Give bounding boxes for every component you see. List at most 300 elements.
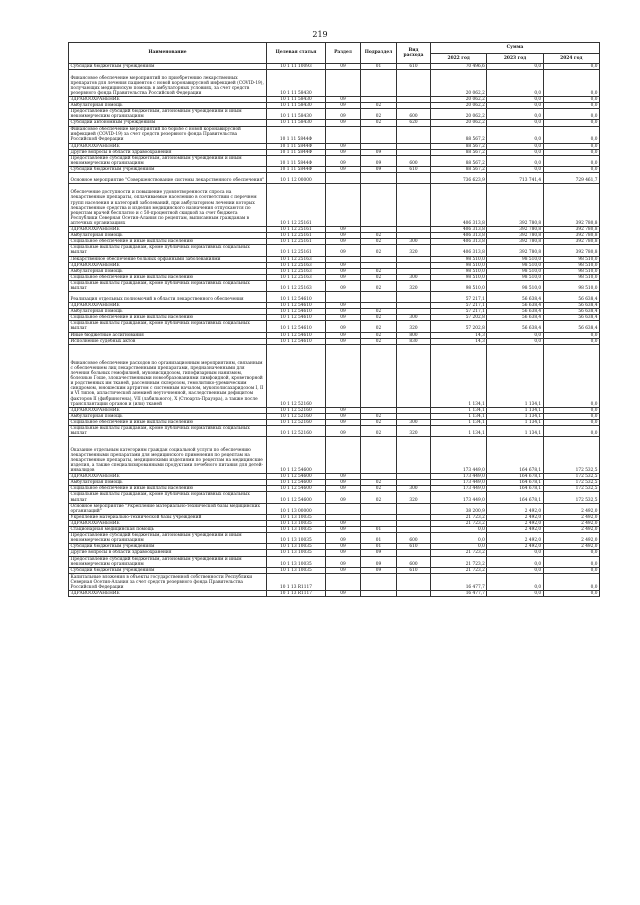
- row-2024-cell: 0,0: [543, 426, 599, 437]
- row-2023-cell: 164 678,1: [487, 486, 543, 492]
- row-2023-cell: 2 492,0: [487, 514, 543, 520]
- row-name-cell: Амбулаторная помощь: [69, 480, 267, 486]
- table-row: [69, 109, 600, 120]
- row-kind-cell: 320: [397, 321, 431, 332]
- row-subsection-cell: 02: [361, 268, 397, 274]
- row-2023-cell: 56 638,4: [487, 309, 543, 315]
- row-2024-cell: 0,0: [543, 149, 599, 155]
- row-2023-cell: 2 492,0: [487, 544, 543, 550]
- row-2022-cell: 736 623,9: [431, 173, 487, 184]
- row-code-cell: 10 1 13 10035: [267, 567, 326, 573]
- row-kind-cell: 300: [397, 239, 431, 245]
- table-row: [69, 155, 600, 166]
- row-section-cell: 09: [326, 567, 361, 573]
- row-2023-cell: 164 678,1: [487, 480, 543, 486]
- row-code-cell: 10 1 12 25161: [267, 239, 326, 245]
- row-2023-cell: 2 492,0: [487, 533, 543, 544]
- col-sum-header: Сумма: [431, 43, 600, 54]
- row-name-cell: Основное мероприятие "Совершенствование системы лекарственного обеспечения": [69, 173, 267, 184]
- row-subsection-cell: 02: [361, 309, 397, 315]
- row-section-cell: 09: [326, 109, 361, 120]
- row-name-cell: Социальное обеспечение и иные выплаты населению: [69, 274, 267, 280]
- row-section-cell: 09: [326, 407, 361, 413]
- row-section-cell: 09: [326, 233, 361, 239]
- row-name-cell: Стационарная медицинская помощь: [69, 527, 267, 533]
- table-row: [69, 280, 600, 291]
- row-name-cell: ЗДРАВООХРАНЕНИЕ: [69, 590, 267, 596]
- row-name-cell: Социальные выплаты гражданам, кроме публичных нормативных социальных выплат: [69, 426, 267, 437]
- row-2022-cell: 57 217,1: [431, 309, 487, 315]
- row-section-cell: 09: [326, 533, 361, 544]
- row-2022-cell: 173 449,0: [431, 486, 487, 492]
- row-section-cell: 09: [326, 245, 361, 256]
- row-subsection-cell: 02: [361, 315, 397, 321]
- row-name-cell: Другие вопросы в области здравоохранения: [69, 149, 267, 155]
- row-kind-cell: [397, 437, 431, 474]
- row-name-cell: Предоставление субсидий бюджетным, автономным учреждениям и иным некоммерческим организациям: [69, 533, 267, 544]
- budget-table: [68, 42, 600, 597]
- row-kind-cell: 320: [397, 245, 431, 256]
- row-2022-cell: 20 062,2: [431, 70, 487, 97]
- row-section-cell: 09: [326, 97, 361, 103]
- row-2024-cell: 0,0: [543, 550, 599, 556]
- row-kind-cell: [397, 173, 431, 184]
- row-subsection-cell: 01: [361, 527, 397, 533]
- col-2023-header: 2023 год: [487, 54, 543, 64]
- row-2024-cell: 392 780,8: [543, 239, 599, 245]
- row-code-cell: 10 1 12 54610: [267, 338, 326, 344]
- row-2022-cell: 406 313,8: [431, 227, 487, 233]
- row-2022-cell: 1 134,1: [431, 407, 487, 413]
- row-kind-cell: [397, 503, 431, 514]
- col-section-header: Раздел: [326, 43, 361, 64]
- row-2022-cell: 20 062,2: [431, 103, 487, 109]
- row-2024-cell: 0,0: [543, 419, 599, 425]
- row-2022-cell: 88 567,2: [431, 155, 487, 166]
- row-2023-cell: 98 510,0: [487, 280, 543, 291]
- row-kind-cell: 300: [397, 274, 431, 280]
- row-subsection-cell: [361, 184, 397, 227]
- table-row: [69, 590, 600, 596]
- row-kind-cell: 610: [397, 166, 431, 172]
- row-name-cell: Основное мероприятие "Укрепление материально-технической базы медицинских организаций": [69, 503, 267, 514]
- row-kind-cell: 830: [397, 338, 431, 344]
- table-row: [69, 556, 600, 567]
- row-2023-cell: 392 780,8: [487, 233, 543, 239]
- row-2023-cell: 2 492,0: [487, 520, 543, 526]
- row-subsection-cell: 02: [361, 109, 397, 120]
- row-section-cell: 09: [326, 520, 361, 526]
- row-2023-cell: 0,0: [487, 332, 543, 338]
- row-name-cell: Другие вопросы в области здравоохранения: [69, 550, 267, 556]
- row-2024-cell: 0,0: [543, 332, 599, 338]
- row-kind-cell: [397, 590, 431, 596]
- row-kind-cell: [397, 344, 431, 407]
- row-section-cell: 09: [326, 426, 361, 437]
- row-2022-cell: 1 134,1: [431, 344, 487, 407]
- row-2024-cell: 0,0: [543, 143, 599, 149]
- row-2023-cell: 713 741,4: [487, 173, 543, 184]
- row-section-cell: 09: [326, 227, 361, 233]
- row-kind-cell: [397, 184, 431, 227]
- row-code-cell: 10 1 13 10035: [267, 514, 326, 520]
- row-2024-cell: 0,0: [543, 338, 599, 344]
- row-name-cell: ЗДРАВООХРАНЕНИЕ: [69, 520, 267, 526]
- row-2022-cell: 1 134,1: [431, 426, 487, 437]
- row-2022-cell: 16 477,7: [431, 590, 487, 596]
- row-2023-cell: 0,0: [487, 155, 543, 166]
- row-2022-cell: 173 449,0: [431, 492, 487, 503]
- row-2023-cell: 0,0: [487, 166, 543, 172]
- row-code-cell: 10 1 12 25163: [267, 262, 326, 268]
- row-section-cell: [326, 573, 361, 590]
- row-2022-cell: 406 313,8: [431, 233, 487, 239]
- row-code-cell: 10 1 12 25161: [267, 245, 326, 256]
- row-subsection-cell: 02: [361, 321, 397, 332]
- row-code-cell: 10 1 11 5844Ф: [267, 126, 326, 143]
- row-name-cell: Обеспечение доступности и повышение удовлетворенности спроса на лекарственные препараты, оплачиваемые населению в соответствии с перечнем групп населения и категорий заболеваний, при амбулаторном лечении которых лекарственные средства и изделия медицинского назначения отпускаются по рецептам врачей бесплатно и с 50-процентной скидкой за счет бюджета Республики Северная Осетия-Алания по рецептам, выписанным гражданам в аптечных организациях: [69, 184, 267, 227]
- row-section-cell: 09: [326, 413, 361, 419]
- row-2023-cell: 2 492,0: [487, 503, 543, 514]
- row-2023-cell: 98 510,0: [487, 274, 543, 280]
- row-2024-cell: 0,0: [543, 64, 599, 70]
- row-2022-cell: 0,0: [431, 527, 487, 533]
- row-code-cell: 10 1 12 54610: [267, 321, 326, 332]
- row-name-cell: Субсидии бюджетным учреждениям: [69, 544, 267, 550]
- row-section-cell: 09: [326, 321, 361, 332]
- row-kind-cell: [397, 292, 431, 303]
- row-section-cell: 09: [326, 474, 361, 480]
- row-2023-cell: 0,0: [487, 120, 543, 126]
- row-2022-cell: 21 723,2: [431, 520, 487, 526]
- col-2022-header: 2022 год: [431, 54, 487, 64]
- row-code-cell: 10 1 13 10035: [267, 520, 326, 526]
- table-row: [69, 173, 600, 184]
- row-2022-cell: 0,0: [431, 544, 487, 550]
- row-subsection-cell: 02: [361, 332, 397, 338]
- row-2024-cell: 392 780,8: [543, 233, 599, 239]
- row-code-cell: 10 1 13 R1117: [267, 573, 326, 590]
- row-2024-cell: 2 492,0: [543, 527, 599, 533]
- row-2024-cell: 2 492,0: [543, 544, 599, 550]
- row-code-cell: 10 1 12 52160: [267, 413, 326, 419]
- row-name-cell: Социальные выплаты гражданам, кроме публичных нормативных социальных выплат: [69, 280, 267, 291]
- row-2024-cell: 56 638,4: [543, 292, 599, 303]
- row-section-cell: [326, 344, 361, 407]
- row-name-cell: Субсидии бюджетным учреждениям: [69, 64, 267, 70]
- row-2024-cell: 56 638,4: [543, 309, 599, 315]
- row-section-cell: 09: [326, 492, 361, 503]
- row-2022-cell: 98 510,0: [431, 280, 487, 291]
- row-subsection-cell: 02: [361, 103, 397, 109]
- row-kind-cell: 800: [397, 332, 431, 338]
- row-section-cell: 09: [326, 239, 361, 245]
- table-row: [69, 533, 600, 544]
- row-2022-cell: 20 062,2: [431, 120, 487, 126]
- row-2022-cell: 1 134,1: [431, 419, 487, 425]
- row-section-cell: 09: [326, 527, 361, 533]
- row-subsection-cell: 02: [361, 274, 397, 280]
- row-2024-cell: 392 780,8: [543, 227, 599, 233]
- row-2023-cell: 56 638,4: [487, 321, 543, 332]
- row-section-cell: 09: [326, 64, 361, 70]
- row-2022-cell: 88 567,2: [431, 143, 487, 149]
- row-code-cell: 10 1 12 54610: [267, 303, 326, 309]
- row-section-cell: [326, 184, 361, 227]
- row-2022-cell: 406 313,8: [431, 239, 487, 245]
- row-section-cell: 09: [326, 309, 361, 315]
- row-2022-cell: 57 217,1: [431, 292, 487, 303]
- row-name-cell: ЗДРАВООХРАНЕНИЕ: [69, 407, 267, 413]
- row-2024-cell: 98 510,0: [543, 274, 599, 280]
- row-kind-cell: 620: [397, 120, 431, 126]
- row-2024-cell: 0,0: [543, 590, 599, 596]
- row-2022-cell: 98 510,0: [431, 274, 487, 280]
- row-name-cell: Предоставление субсидий бюджетным, автономным учреждениям и иным некоммерческим организациям: [69, 556, 267, 567]
- row-2022-cell: 1 134,1: [431, 413, 487, 419]
- row-subsection-cell: 02: [361, 419, 397, 425]
- row-2022-cell: 21 723,2: [431, 514, 487, 520]
- row-name-cell: Капитальные вложения в объекты государственной собственности Республики Северная Осетия-Алания за счет средств резервного фонда Правительства Российской Федерации: [69, 573, 267, 590]
- row-code-cell: 10 1 12 52160: [267, 344, 326, 407]
- row-kind-cell: [397, 126, 431, 143]
- row-code-cell: 10 1 12 25163: [267, 274, 326, 280]
- row-section-cell: 09: [326, 103, 361, 109]
- row-2023-cell: 98 510,0: [487, 268, 543, 274]
- row-code-cell: 10 1 11 58430: [267, 97, 326, 103]
- row-2022-cell: 98 510,0: [431, 268, 487, 274]
- row-name-cell: Финансовое обеспечение расходов по организационным мероприятиям, связанным с обеспечением лиц лекарственными препаратами, предназначенными для лечения больных гемофилией, муковисцидозом, гипофизарным нанизмом, болезнью Гоше, злокачественными новообразованиями лимфоидной, кроветворной и родственных им тканей, рассеянным склерозом, гемолитико-уремическим синдромом, юношеским артритом с системным началом, мукополисахаридозом I, II и VI типов, апластической анемией неуточненной, наследственным дефицитом факторов II (фибриногена), VII (лабильного), X (Стюарта-Прауэра), а также после трансплантации органов и (или) тканей: [69, 344, 267, 407]
- row-name-cell: Предоставление субсидий бюджетным, автономным учреждениям и иным некоммерческим организациям: [69, 109, 267, 120]
- row-section-cell: [326, 126, 361, 143]
- row-2023-cell: 0,0: [487, 556, 543, 567]
- row-code-cell: 10 1 11 10093: [267, 64, 326, 70]
- table-body: [69, 64, 600, 597]
- row-code-cell: 10 1 11 58430: [267, 103, 326, 109]
- row-2022-cell: 70 496,6: [431, 64, 487, 70]
- row-kind-cell: 320: [397, 280, 431, 291]
- row-2022-cell: 38 200,9: [431, 503, 487, 514]
- table-row: [69, 492, 600, 503]
- row-name-cell: Предоставление субсидий бюджетным, автономным учреждениям и иным некоммерческим организациям: [69, 155, 267, 166]
- row-2023-cell: 0,0: [487, 97, 543, 103]
- row-2024-cell: 0,0: [543, 413, 599, 419]
- row-name-cell: Субсидии бюджетным учреждениям: [69, 567, 267, 573]
- row-name-cell: Амбулаторная помощь: [69, 413, 267, 419]
- row-2022-cell: 16 477,7: [431, 573, 487, 590]
- row-2022-cell: 406 313,8: [431, 245, 487, 256]
- row-code-cell: 10 1 12 54610: [267, 292, 326, 303]
- row-subsection-cell: 02: [361, 413, 397, 419]
- row-name-cell: Социальные выплаты гражданам, кроме публичных нормативных социальных выплат: [69, 321, 267, 332]
- page-number: 219: [312, 30, 328, 39]
- row-2023-cell: 1 134,1: [487, 426, 543, 437]
- row-section-cell: 09: [326, 280, 361, 291]
- row-kind-cell: 600: [397, 109, 431, 120]
- row-2023-cell: 1 134,1: [487, 344, 543, 407]
- row-subsection-cell: [361, 503, 397, 514]
- row-name-cell: Амбулаторная помощь: [69, 268, 267, 274]
- row-subsection-cell: 01: [361, 64, 397, 70]
- row-section-cell: 09: [326, 315, 361, 321]
- row-kind-cell: 600: [397, 556, 431, 567]
- row-code-cell: 10 1 12 25163: [267, 256, 326, 262]
- row-2022-cell: 173 449,0: [431, 474, 487, 480]
- row-2024-cell: 172 532,5: [543, 492, 599, 503]
- col-name-header: Наименование: [69, 43, 267, 64]
- row-2022-cell: 21 723,2: [431, 567, 487, 573]
- row-name-cell: Социальное обеспечение и иные выплаты населению: [69, 419, 267, 425]
- row-subsection-cell: 02: [361, 338, 397, 344]
- table-row: [69, 70, 600, 97]
- row-code-cell: 10 1 13 10035: [267, 544, 326, 550]
- row-2023-cell: 0,0: [487, 143, 543, 149]
- row-2023-cell: 164 678,1: [487, 492, 543, 503]
- row-2024-cell: 729 461,7: [543, 173, 599, 184]
- row-2023-cell: 98 510,0: [487, 262, 543, 268]
- table-row: [69, 426, 600, 437]
- row-2024-cell: 56 638,4: [543, 303, 599, 309]
- col-code-header: Целевая статья: [267, 43, 326, 64]
- row-name-cell: Социальные выплаты гражданам, кроме публичных нормативных социальных выплат: [69, 245, 267, 256]
- table-row: [69, 292, 600, 303]
- row-code-cell: 10 1 13 10035: [267, 527, 326, 533]
- row-2023-cell: 2 492,0: [487, 527, 543, 533]
- table-row: [69, 437, 600, 474]
- row-section-cell: 09: [326, 120, 361, 126]
- row-kind-cell: 320: [397, 492, 431, 503]
- table-row: [69, 245, 600, 256]
- row-code-cell: 10 1 12 54600: [267, 492, 326, 503]
- row-code-cell: 10 1 11 58430: [267, 109, 326, 120]
- row-2023-cell: 0,0: [487, 550, 543, 556]
- row-name-cell: ЗДРАВООХРАНЕНИЕ: [69, 474, 267, 480]
- row-subsection-cell: 01: [361, 544, 397, 550]
- row-2024-cell: 2 492,0: [543, 503, 599, 514]
- col-kind-header: Вид расхода: [397, 43, 431, 64]
- row-2024-cell: 392 780,8: [543, 245, 599, 256]
- row-code-cell: 10 1 12 54610: [267, 315, 326, 321]
- row-subsection-cell: [361, 590, 397, 596]
- row-2023-cell: 0,0: [487, 70, 543, 97]
- row-2023-cell: 1 134,1: [487, 419, 543, 425]
- row-name-cell: ЗДРАВООХРАНЕНИЕ: [69, 227, 267, 233]
- row-section-cell: 09: [326, 303, 361, 309]
- row-name-cell: Исполнение судебных актов: [69, 338, 267, 344]
- table-row: [69, 321, 600, 332]
- row-code-cell: 10 1 13 R1117: [267, 590, 326, 596]
- row-2023-cell: 56 638,4: [487, 292, 543, 303]
- row-2022-cell: 98 510,0: [431, 262, 487, 268]
- row-2024-cell: 98 510,0: [543, 280, 599, 291]
- table-header: [69, 43, 600, 64]
- row-section-cell: 09: [326, 332, 361, 338]
- row-2024-cell: 0,0: [543, 407, 599, 413]
- row-2023-cell: 0,0: [487, 338, 543, 344]
- row-2023-cell: 0,0: [487, 573, 543, 590]
- row-subsection-cell: [361, 573, 397, 590]
- row-section-cell: 09: [326, 419, 361, 425]
- row-2024-cell: 0,0: [543, 70, 599, 97]
- row-2024-cell: 392 780,8: [543, 184, 599, 227]
- row-name-cell: ЗДРАВООХРАНЕНИЕ: [69, 303, 267, 309]
- row-kind-cell: [397, 573, 431, 590]
- row-name-cell: Лекарственное обеспечение больных орфанными заболеваниями: [69, 256, 267, 262]
- row-subsection-cell: [361, 70, 397, 97]
- row-subsection-cell: 02: [361, 120, 397, 126]
- row-name-cell: Социальные выплаты гражданам, кроме публичных нормативных социальных выплат: [69, 492, 267, 503]
- row-kind-cell: 300: [397, 315, 431, 321]
- row-code-cell: 10 1 11 5844Ф: [267, 143, 326, 149]
- row-kind-cell: 610: [397, 64, 431, 70]
- row-name-cell: Социальное обеспечение и иные выплаты населению: [69, 239, 267, 245]
- row-name-cell: Реализация отдельных полномочий в области лекарственного обеспечения: [69, 292, 267, 303]
- row-subsection-cell: [361, 126, 397, 143]
- row-2022-cell: 173 449,0: [431, 437, 487, 474]
- row-2024-cell: 0,0: [543, 556, 599, 567]
- row-subsection-cell: 09: [361, 550, 397, 556]
- row-code-cell: 10 1 13 10035: [267, 550, 326, 556]
- table-row: [69, 344, 600, 407]
- row-2024-cell: 0,0: [543, 344, 599, 407]
- row-section-cell: 09: [326, 268, 361, 274]
- col-subsection-header: Подраздел: [361, 43, 397, 64]
- row-section-cell: 09: [326, 544, 361, 550]
- row-2023-cell: 56 638,4: [487, 303, 543, 309]
- row-2023-cell: 0,0: [487, 126, 543, 143]
- row-code-cell: 10 1 12 25161: [267, 184, 326, 227]
- row-section-cell: 09: [326, 486, 361, 492]
- row-2023-cell: 0,0: [487, 149, 543, 155]
- row-2024-cell: 98 510,0: [543, 256, 599, 262]
- row-2023-cell: 392 780,8: [487, 227, 543, 233]
- table-row: [69, 503, 600, 514]
- row-2024-cell: 0,0: [543, 103, 599, 109]
- row-section-cell: [326, 437, 361, 474]
- row-code-cell: 10 1 11 58430: [267, 120, 326, 126]
- row-section-cell: 09: [326, 550, 361, 556]
- row-2022-cell: 20 062,2: [431, 97, 487, 103]
- row-2023-cell: 0,0: [487, 109, 543, 120]
- row-2022-cell: 57 202,8: [431, 321, 487, 332]
- row-code-cell: 10 1 13 10035: [267, 533, 326, 544]
- row-name-cell: Иные бюджетные ассигнования: [69, 332, 267, 338]
- row-kind-cell: 300: [397, 419, 431, 425]
- row-section-cell: 09: [326, 155, 361, 166]
- row-code-cell: 10 1 12 00000: [267, 173, 326, 184]
- row-kind-cell: 300: [397, 486, 431, 492]
- row-section-cell: [326, 70, 361, 97]
- row-2024-cell: 2 492,0: [543, 520, 599, 526]
- table-row: [69, 126, 600, 143]
- row-section-cell: 09: [326, 262, 361, 268]
- row-2024-cell: 172 532,5: [543, 437, 599, 474]
- row-code-cell: 10 1 12 52160: [267, 426, 326, 437]
- row-2022-cell: 14,3: [431, 338, 487, 344]
- row-subsection-cell: 09: [361, 567, 397, 573]
- row-2024-cell: 2 492,0: [543, 533, 599, 544]
- row-name-cell: Укрепление материально-технической базы учреждений: [69, 514, 267, 520]
- row-subsection-cell: 02: [361, 492, 397, 503]
- row-code-cell: 10 1 11 5844Ф: [267, 155, 326, 166]
- row-2024-cell: 98 510,0: [543, 268, 599, 274]
- row-kind-cell: 320: [397, 426, 431, 437]
- row-2024-cell: 56 638,4: [543, 321, 599, 332]
- row-2023-cell: 0,0: [487, 64, 543, 70]
- row-2024-cell: 0,0: [543, 567, 599, 573]
- row-code-cell: 10 1 12 25161: [267, 227, 326, 233]
- row-name-cell: Финансовое обеспечение мероприятий по приобретению лекарственных препаратов для лечения пациентов с новой коронавирусной инфекцией (COVID-19), получающих медицинскую помощь в амбулаторных условиях, за счет средств резервного фонда Правительства Российской Федерации: [69, 70, 267, 97]
